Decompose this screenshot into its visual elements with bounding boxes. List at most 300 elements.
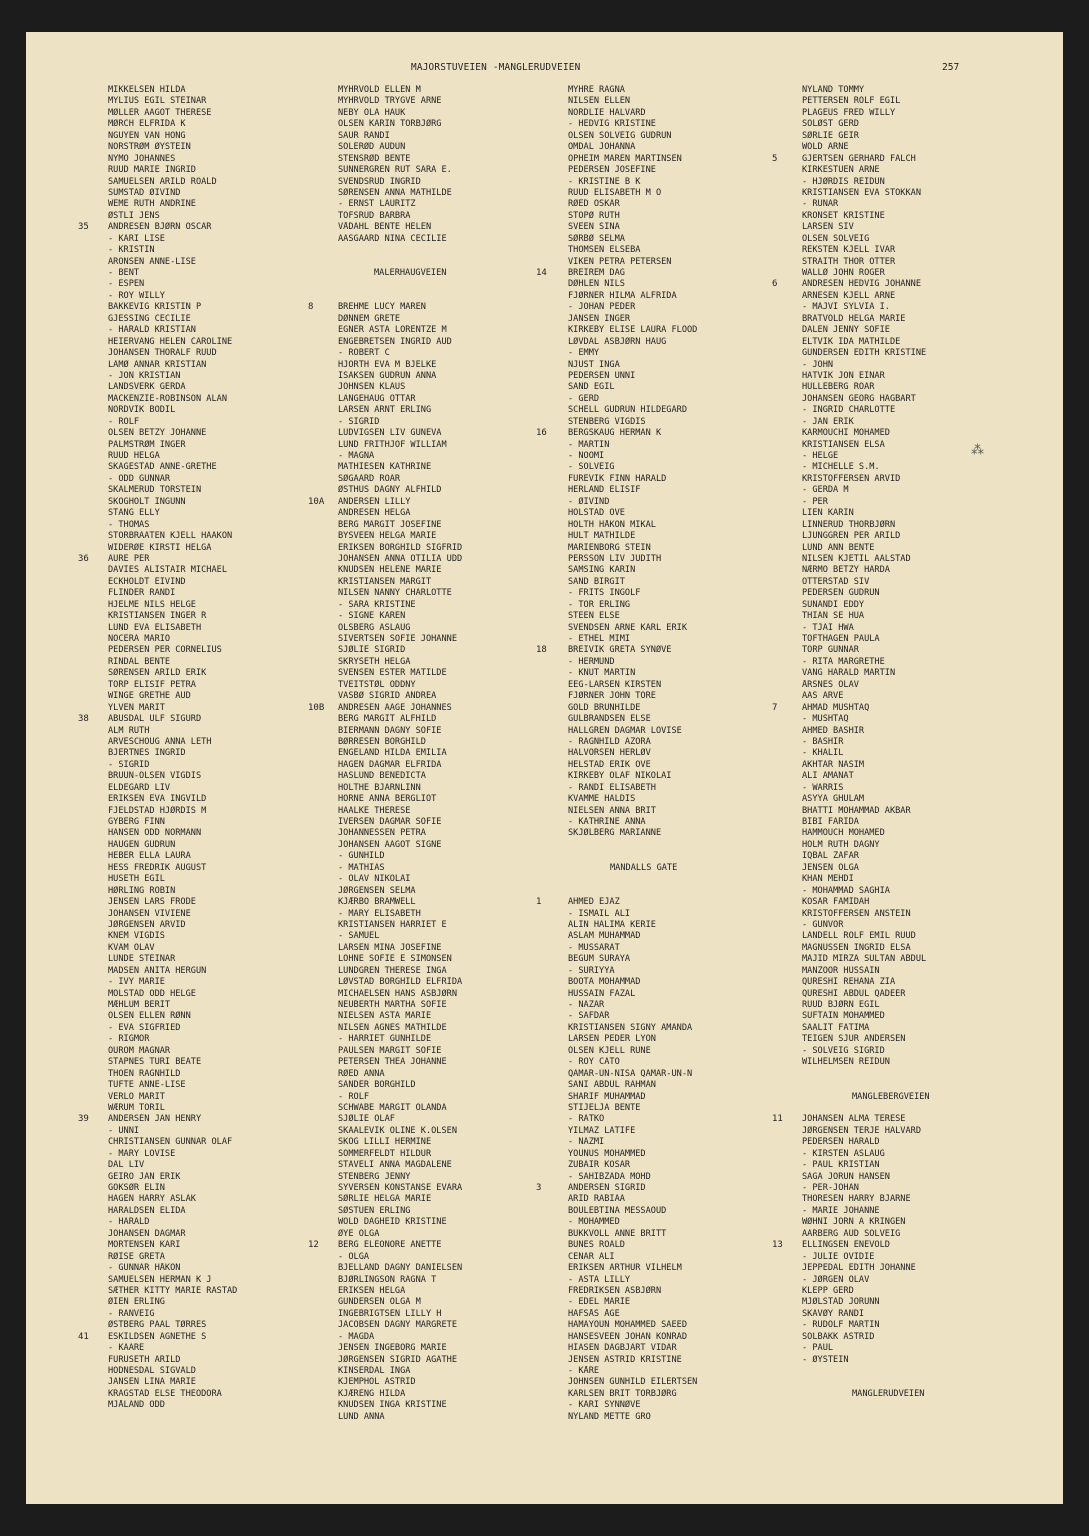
- directory-entry: [536, 1137, 784, 1148]
- resident-name: ŠTIJELJA BENTE: [568, 1102, 641, 1113]
- resident-name: GUNDERSEN OLGA M: [338, 1297, 421, 1308]
- directory-entry: [772, 520, 1020, 531]
- resident-name: - RUNAR: [802, 199, 839, 210]
- resident-name: BREIREM DAG: [568, 268, 625, 278]
- directory-entry: [536, 817, 784, 828]
- directory-entry: [536, 462, 784, 473]
- directory-entry: [772, 931, 1020, 942]
- resident-name: SAMUELSEN HERMAN K J: [108, 1274, 212, 1285]
- directory-entry: [308, 1000, 556, 1011]
- directory-entry: [536, 634, 784, 645]
- directory-entry: [536, 1309, 784, 1320]
- directory-entry: [772, 1229, 1020, 1240]
- directory-entry: [772, 806, 1020, 817]
- resident-name: PETERSEN THEA JOHANNE: [338, 1057, 447, 1068]
- street-heading: [772, 1092, 1020, 1103]
- directory-entry: [78, 1183, 326, 1194]
- street-heading: [308, 268, 556, 279]
- directory-entry: [536, 1400, 784, 1411]
- directory-entry: [772, 1263, 1020, 1274]
- directory-entry: [772, 668, 1020, 679]
- resident-name: - RITA MARGRETHE: [802, 656, 885, 667]
- directory-entry: [78, 954, 326, 965]
- blank-line: [772, 1377, 1020, 1388]
- directory-entry: [772, 783, 1020, 794]
- directory-entry: [536, 474, 784, 485]
- directory-entry: [536, 1023, 784, 1034]
- directory-entry: [536, 1229, 784, 1240]
- resident-name: NIELSEN ANNA BRIT: [568, 805, 656, 816]
- directory-entry: [308, 1046, 556, 1057]
- directory-entry: [78, 1263, 326, 1274]
- directory-entry: [308, 1343, 556, 1354]
- directory-entry: [536, 1194, 784, 1205]
- resident-name: PEDERSEN JOSEFINE: [568, 165, 656, 176]
- resident-name: BOULEBTINA MESSAOUD: [568, 1205, 667, 1216]
- directory-entry: [772, 302, 1020, 313]
- resident-name: ASLAM MUHAMMAD: [568, 931, 641, 942]
- resident-name: NORDVIK BODIL: [108, 405, 176, 416]
- directory-entry: [78, 703, 326, 714]
- resident-name: KIRKESTUEN ARNE: [802, 165, 880, 176]
- resident-name: RINDAL BENTE: [108, 656, 171, 667]
- directory-entry: [536, 177, 784, 188]
- resident-name: JENSEN LARS FRODE: [108, 897, 196, 908]
- resident-name: - KRISTIN: [108, 245, 155, 256]
- resident-name: HULLEBERG ROAR: [802, 382, 875, 393]
- resident-name: - HJØRDIS REIDUN: [802, 176, 885, 187]
- resident-name: JOHANSEN AAGOT SIGNE: [338, 839, 442, 850]
- directory-entry: [536, 1172, 784, 1183]
- resident-name: BJØRLINGSON RAGNA T: [338, 1274, 437, 1285]
- resident-name: - SAHIBZADA MOHD: [568, 1171, 651, 1182]
- directory-entry: [536, 131, 784, 142]
- resident-name: KVAM OLAV: [108, 942, 155, 953]
- directory-entry: [308, 234, 556, 245]
- resident-name: JACOBSEN DAGNY MARGRETE: [338, 1320, 457, 1331]
- directory-entry: [772, 623, 1020, 634]
- directory-entry: [78, 989, 326, 1000]
- directory-entry: [308, 1252, 556, 1263]
- resident-name: LUND ANNA: [338, 1411, 385, 1422]
- resident-name: KOSAR FAMIDAH: [802, 897, 870, 908]
- resident-name: RUUD ELISABETH M O: [568, 187, 662, 198]
- resident-name: HAFSÅS ÅGE: [568, 1308, 620, 1319]
- directory-entry: [536, 497, 784, 508]
- resident-name: JANSEN LINA MARIE: [108, 1377, 196, 1388]
- resident-name: SØGAARD ROAR: [338, 473, 401, 484]
- resident-name: PERSSON LIV JUDITH: [568, 553, 662, 564]
- directory-entry: [772, 531, 1020, 542]
- directory-entry: [536, 1206, 784, 1217]
- blank-line: [536, 851, 784, 862]
- directory-entry: [772, 1114, 1020, 1125]
- house-number: 36: [78, 553, 89, 564]
- house-number: 18: [536, 645, 547, 656]
- directory-entry: [536, 565, 784, 576]
- directory-entry: [772, 234, 1020, 245]
- directory-entry: [308, 177, 556, 188]
- blank-line: [308, 291, 556, 302]
- directory-entry: [78, 325, 326, 336]
- resident-name: NGUYEN VAN HONG: [108, 130, 186, 141]
- resident-name: NILSEN ELLEN: [568, 96, 631, 107]
- directory-entry: [772, 577, 1020, 588]
- resident-name: OLSBERG ASLAUG: [338, 622, 411, 633]
- resident-name: - JOHAN PEDER: [568, 302, 636, 313]
- resident-name: LARSEN ARNT ERLING: [338, 405, 432, 416]
- resident-name: ELLINGSEN ENEVOLD: [802, 1240, 890, 1251]
- directory-entry: [78, 348, 326, 359]
- resident-name: LØVSTAD BORGHILD ELFRIDA: [338, 977, 463, 988]
- resident-name: - ISMAIL ALI: [568, 908, 631, 919]
- directory-entry: [78, 1194, 326, 1205]
- column-1: [78, 85, 326, 1412]
- resident-name: - RANDI ELISABETH: [568, 782, 656, 793]
- directory-entry: [308, 405, 556, 416]
- directory-entry: [78, 543, 326, 554]
- resident-name: SØRLIE HELGA MARIE: [338, 1194, 432, 1205]
- resident-name: MØRCH ELFRIDA K: [108, 119, 186, 130]
- resident-name: MICHAELSEN HANS ASBJØRN: [338, 988, 457, 999]
- directory-entry: [78, 886, 326, 897]
- resident-name: LANGEHAUG OTTAR: [338, 393, 416, 404]
- resident-name: OMDAL JOHANNA: [568, 142, 636, 153]
- resident-name: ERIKSEN ARTHUR VILHELM: [568, 1263, 682, 1274]
- directory-entry: [78, 222, 326, 233]
- resident-name: - JØRGEN OLAV: [802, 1274, 870, 1285]
- resident-name: AASGAARD NINA CECILIE: [338, 233, 447, 244]
- resident-name: ØSTLI JENS: [108, 210, 160, 221]
- resident-name: ÅRSNES OLAV: [802, 679, 859, 690]
- resident-name: NOCERA MARIO: [108, 634, 171, 644]
- directory-entry: [308, 1240, 556, 1251]
- directory-entry: [78, 1046, 326, 1057]
- directory-entry: [772, 1023, 1020, 1034]
- directory-entry: [308, 1080, 556, 1091]
- directory-entry: [772, 96, 1020, 107]
- directory-entry: [308, 1069, 556, 1080]
- directory-entry: [536, 828, 784, 839]
- resident-name: TVEITSTØL ODDNY: [338, 679, 416, 690]
- directory-entry: [536, 1126, 784, 1137]
- resident-name: MIKKELSEN HILDA: [108, 85, 186, 95]
- resident-name: MANZOOR HUSSAIN: [802, 965, 880, 976]
- directory-entry: [308, 1149, 556, 1160]
- resident-name: KRAGSTAD ELSE THEODORA: [108, 1388, 222, 1399]
- directory-entry: [772, 1183, 1020, 1194]
- directory-entry: [772, 726, 1020, 737]
- house-number: 10A: [308, 496, 325, 507]
- directory-entry: [536, 577, 784, 588]
- resident-name: - KRISTINE B K: [568, 176, 641, 187]
- directory-entry: [308, 302, 556, 313]
- resident-name: MADSEN ANITA HERGUN: [108, 965, 207, 976]
- directory-entry: [536, 1297, 784, 1308]
- directory-entry: [308, 154, 556, 165]
- resident-name: - SIGRID: [108, 759, 150, 770]
- resident-name: NEBY OLA HAUK: [338, 107, 406, 118]
- directory-entry: [78, 1309, 326, 1320]
- directory-entry: [536, 531, 784, 542]
- resident-name: PEDERSEN UNNI: [568, 370, 636, 381]
- directory-entry: [308, 943, 556, 954]
- resident-name: HELSTAD ERIK OVE: [568, 759, 651, 770]
- resident-name: BUNES ROALD: [568, 1240, 625, 1251]
- directory-entry: [78, 520, 326, 531]
- directory-entry: [536, 360, 784, 371]
- resident-name: ECKHOLDT EIVIND: [108, 576, 186, 587]
- directory-entry: [78, 1034, 326, 1045]
- resident-name: - ROY WILLY: [108, 290, 165, 301]
- house-number: 6: [772, 279, 778, 290]
- directory-entry: [772, 680, 1020, 691]
- directory-entry: [78, 737, 326, 748]
- resident-name: - MOHAMMAD SAGHIA: [802, 885, 890, 896]
- directory-entry: [536, 726, 784, 737]
- resident-name: - ODD GUNNAR: [108, 473, 171, 484]
- directory-entry: [78, 245, 326, 256]
- resident-name: SÆTHER KITTY MARIE RASTAD: [108, 1285, 238, 1296]
- directory-entry: [772, 840, 1020, 851]
- directory-entry: [536, 645, 784, 656]
- resident-name: JOHNSEN GUNHILD EILERTSEN: [568, 1377, 698, 1388]
- resident-name: BOOTA MOHAMMAD: [568, 977, 641, 988]
- directory-entry: [536, 302, 784, 313]
- directory-entry: [308, 119, 556, 130]
- resident-name: PEDERSEN HARALD: [802, 1137, 880, 1148]
- resident-name: PAULSEN MARGIT SOFIE: [338, 1045, 442, 1056]
- resident-name: - IVY MARIE: [108, 977, 165, 988]
- resident-name: JENSEN INGEBORG MARIE: [338, 1343, 447, 1354]
- directory-entry: [536, 1366, 784, 1377]
- directory-entry: [308, 1160, 556, 1171]
- resident-name: WÆRUM TORIL: [108, 1102, 165, 1113]
- resident-name: ARONSEN ANNE-LISE: [108, 256, 196, 267]
- directory-entry: [772, 897, 1020, 908]
- resident-name: HORNE ANNA BERGLIOT: [338, 794, 437, 805]
- directory-entry: [308, 382, 556, 393]
- resident-name: HAGEN HARRY ASLAK: [108, 1194, 196, 1205]
- resident-name: KRISTIANSEN SIGNY AMANDA: [568, 1022, 693, 1033]
- directory-entry: [536, 1114, 784, 1125]
- resident-name: ARNESEN KJELL ARNE: [802, 290, 896, 301]
- directory-entry: [772, 634, 1020, 645]
- resident-name: BØRRESEN BORGHILD: [338, 736, 426, 747]
- directory-entry: [308, 863, 556, 874]
- directory-entry: [308, 680, 556, 691]
- resident-name: VASBØ SIGRID ANDREA: [338, 691, 437, 702]
- resident-name: JOHANSEN DAGMAR: [108, 1228, 186, 1239]
- directory-entry: [536, 508, 784, 519]
- resident-name: JOHNSEN KLAUS: [338, 382, 406, 393]
- column-3: [536, 85, 784, 1423]
- resident-name: SUNANDI EDDY: [802, 599, 865, 610]
- resident-name: OLSEN SOLVEIG: [802, 233, 870, 244]
- resident-name: ERIKSEN BORGHILD SIGFRID: [338, 542, 463, 553]
- resident-name: SKAGESTAD ANNE-GRETHE: [108, 462, 217, 473]
- directory-entry: [308, 1366, 556, 1377]
- resident-name: MACKENZIE-ROBINSON ALAN: [108, 393, 227, 404]
- directory-entry: [78, 440, 326, 451]
- resident-name: - MAGDA: [338, 1331, 375, 1342]
- house-number: 12: [308, 1240, 319, 1251]
- directory-entry: [772, 1332, 1020, 1343]
- directory-entry: [536, 314, 784, 325]
- resident-name: KLEPP GERD: [802, 1285, 854, 1296]
- directory-entry: [78, 154, 326, 165]
- resident-name: SKOG LILLI HERMINE: [338, 1137, 432, 1148]
- directory-entry: [536, 1240, 784, 1251]
- directory-entry: [308, 645, 556, 656]
- resident-name: GOLD BRUNHILDE: [568, 702, 641, 713]
- resident-name: HUSSAIN FAZAL: [568, 988, 636, 999]
- house-number: 16: [536, 428, 547, 439]
- resident-name: OLSEN KARIN TORBJØRG: [338, 119, 442, 130]
- directory-entry: [772, 565, 1020, 576]
- directory-entry: [772, 1286, 1020, 1297]
- directory-entry: [772, 211, 1020, 222]
- resident-name: SIVERTSEN SOFIE JOHANNE: [338, 634, 457, 644]
- resident-name: SØRENSEN ARILD ERIK: [108, 668, 207, 679]
- directory-entry: [536, 554, 784, 565]
- directory-entry: [772, 1206, 1020, 1217]
- resident-name: STENBERG JENNY: [338, 1171, 411, 1182]
- directory-entry: [772, 199, 1020, 210]
- resident-name: THOEN RAGNHILD: [108, 1068, 181, 1079]
- directory-entry: [772, 1309, 1020, 1320]
- resident-name: - HARALD: [108, 1217, 150, 1228]
- resident-name: HEBER ELLA LAURA: [108, 851, 191, 862]
- directory-entry: [772, 543, 1020, 554]
- resident-name: - MARIE JOHANNE: [802, 1205, 880, 1216]
- directory-entry: [308, 165, 556, 176]
- resident-name: MATHIESEN KATHRINE: [338, 462, 432, 473]
- directory-entry: [78, 1149, 326, 1160]
- directory-entry: [308, 508, 556, 519]
- directory-entry: [78, 360, 326, 371]
- resident-name: SANI ABDUL RAHMAN: [568, 1080, 656, 1091]
- resident-name: SJØLIE SIGRID: [338, 645, 406, 656]
- directory-entry: [78, 314, 326, 325]
- resident-name: SVEEN SINA: [568, 222, 620, 233]
- resident-name: NEUBERTH MARTHA SOFIE: [338, 1000, 447, 1010]
- resident-name: KJEMPHOL ASTRID: [338, 1377, 416, 1388]
- directory-entry: [308, 1126, 556, 1137]
- house-number: 35: [78, 222, 89, 233]
- directory-entry: [536, 257, 784, 268]
- directory-entry: [536, 268, 784, 279]
- directory-entry: [308, 611, 556, 622]
- resident-name: INGEBRIGTSEN LILLY H: [338, 1308, 442, 1319]
- resident-name: - RIGMOR: [108, 1034, 150, 1045]
- house-number: 41: [78, 1331, 89, 1342]
- resident-name: KJÆRENG HILDA: [338, 1388, 406, 1399]
- resident-name: SCHELL GUDRUN HILDEGARD: [568, 405, 687, 416]
- resident-name: HANSEN ODD NORMANN: [108, 828, 202, 839]
- directory-entry: [536, 394, 784, 405]
- directory-entry: [78, 1080, 326, 1091]
- resident-name: RØISE GRETA: [108, 1251, 165, 1262]
- resident-name: - SARA KRISTINE: [338, 599, 416, 610]
- resident-name: SUFTAIN MOHAMMED: [802, 1011, 885, 1022]
- directory-entry: [536, 1057, 784, 1068]
- resident-name: - GERD: [568, 393, 600, 404]
- resident-name: BERG MARGIT JOSEFINE: [338, 519, 442, 530]
- resident-name: OUROM MAGNAR: [108, 1045, 171, 1056]
- resident-name: RØED ANNA: [338, 1068, 385, 1079]
- directory-entry: [308, 1114, 556, 1125]
- resident-name: PALMSTRØM INGER: [108, 439, 186, 450]
- directory-entry: [78, 417, 326, 428]
- resident-name: ARID RABIAA: [568, 1194, 625, 1205]
- directory-entry: [78, 1023, 326, 1034]
- resident-name: EGNER ASTA LORENTZE M: [338, 325, 447, 336]
- house-number: 7: [772, 702, 778, 713]
- directory-entry: [536, 405, 784, 416]
- directory-entry: [536, 1011, 784, 1022]
- directory-entry: [78, 588, 326, 599]
- directory-entry: [536, 1389, 784, 1400]
- directory-entry: [772, 119, 1020, 130]
- resident-name: LANDELL ROLF EMIL RUUD: [802, 931, 916, 942]
- resident-name: - INGRID CHARLOTTE: [802, 405, 896, 416]
- directory-entry: [308, 1286, 556, 1297]
- directory-entry: [308, 874, 556, 885]
- directory-entry: [308, 657, 556, 668]
- resident-name: HARALDSEN ELIDA: [108, 1205, 186, 1216]
- resident-name: - OLGA: [338, 1251, 370, 1262]
- directory-entry: [78, 371, 326, 382]
- resident-name: - KARI SYNNØVE: [568, 1400, 641, 1411]
- directory-entry: [772, 188, 1020, 199]
- resident-name: KHAN MEHDI: [802, 874, 854, 885]
- house-number: 10B: [308, 702, 325, 713]
- directory-entry: [78, 874, 326, 885]
- resident-name: CENAR ALI: [568, 1251, 615, 1262]
- directory-entry: [78, 291, 326, 302]
- resident-name: SVENSEN ESTER MATILDE: [338, 668, 447, 679]
- directory-entry: [772, 474, 1020, 485]
- resident-name: ANDRESEN BJØRN OSCAR: [108, 222, 212, 233]
- directory-entry: [78, 1000, 326, 1011]
- resident-name: KARMOUCHI MOHAMED: [802, 428, 890, 439]
- directory-entry: [308, 1034, 556, 1045]
- directory-entry: [772, 325, 1020, 336]
- resident-name: FJØRNER HILMA ALFRIDA: [568, 290, 677, 301]
- resident-name: SAGA JORUN HANSEN: [802, 1171, 890, 1182]
- resident-name: JØRGENSEN TERJE HALVARD: [802, 1125, 921, 1136]
- resident-name: - EMMY: [568, 348, 600, 359]
- directory-entry: [772, 1160, 1020, 1171]
- directory-entry: [308, 543, 556, 554]
- resident-name: OLSEN BETZY JOHANNE: [108, 428, 207, 439]
- directory-entry: [772, 817, 1020, 828]
- resident-name: - KIRSTEN ASLAUG: [802, 1148, 885, 1159]
- directory-entry: [308, 1263, 556, 1274]
- resident-name: BREHME LUCY MAREN: [338, 302, 426, 313]
- resident-name: - SURIYYA: [568, 965, 615, 976]
- resident-name: HALVORSEN HERLØV: [568, 748, 651, 759]
- resident-name: - SOLVEIG: [568, 462, 615, 473]
- directory-entry: [536, 1275, 784, 1286]
- resident-name: STENSRØD BENTE: [338, 153, 411, 164]
- directory-entry: [536, 428, 784, 439]
- resident-name: AAS ARVE: [802, 691, 844, 702]
- directory-entry: [772, 222, 1020, 233]
- directory-entry: [536, 1046, 784, 1057]
- resident-name: HOLTHE BJARNLINN: [338, 782, 421, 793]
